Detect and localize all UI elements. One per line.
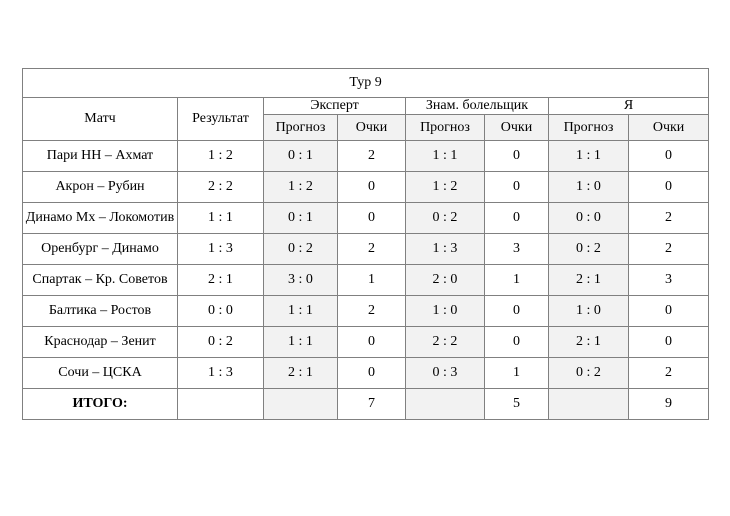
me-forecast: 0 : 2	[549, 234, 629, 265]
totals-result	[178, 389, 264, 420]
expert-points: 0	[338, 172, 406, 203]
match-result: 0 : 2	[178, 327, 264, 358]
fan-forecast: 2 : 2	[406, 327, 485, 358]
table-row	[23, 358, 709, 389]
totals-me-points: 9	[629, 389, 709, 420]
header-me-forecast: Прогноз	[549, 115, 629, 141]
expert-points: 2	[338, 141, 406, 172]
fan-forecast: 1 : 3	[406, 234, 485, 265]
fan-forecast: 0 : 2	[406, 203, 485, 234]
table-title-row	[23, 69, 709, 98]
totals-expert-points: 7	[338, 389, 406, 420]
header-group-expert: Эксперт	[264, 98, 406, 115]
match-result: 1 : 1	[178, 203, 264, 234]
expert-points: 2	[338, 234, 406, 265]
match-name: Акрон – Рубин	[23, 172, 178, 203]
me-forecast: 2 : 1	[549, 265, 629, 296]
match-result: 1 : 3	[178, 234, 264, 265]
totals-expert-forecast	[264, 389, 338, 420]
header-result: Результат	[178, 98, 264, 141]
expert-forecast: 3 : 0	[264, 265, 338, 296]
expert-forecast: 1 : 1	[264, 327, 338, 358]
fan-forecast: 2 : 0	[406, 265, 485, 296]
header-group-me: Я	[549, 98, 709, 115]
header-fan-points: Очки	[485, 115, 549, 141]
header-expert-forecast: Прогноз	[264, 115, 338, 141]
expert-forecast: 1 : 1	[264, 296, 338, 327]
fan-forecast: 0 : 3	[406, 358, 485, 389]
expert-points: 0	[338, 358, 406, 389]
me-points: 0	[629, 296, 709, 327]
me-points: 2	[629, 358, 709, 389]
me-forecast: 1 : 0	[549, 172, 629, 203]
header-expert-points: Очки	[338, 115, 406, 141]
match-result: 0 : 0	[178, 296, 264, 327]
me-forecast: 1 : 0	[549, 296, 629, 327]
expert-points: 0	[338, 327, 406, 358]
fan-points: 0	[485, 327, 549, 358]
totals-fan-forecast	[406, 389, 485, 420]
match-result: 2 : 2	[178, 172, 264, 203]
fan-points: 1	[485, 265, 549, 296]
fan-forecast: 1 : 2	[406, 172, 485, 203]
expert-forecast: 2 : 1	[264, 358, 338, 389]
fan-forecast: 1 : 1	[406, 141, 485, 172]
fan-forecast: 1 : 0	[406, 296, 485, 327]
fan-points: 1	[485, 358, 549, 389]
table-row	[23, 234, 709, 265]
totals-fan-points: 5	[485, 389, 549, 420]
table-row	[23, 172, 709, 203]
me-points: 0	[629, 141, 709, 172]
match-name: Сочи – ЦСКА	[23, 358, 178, 389]
expert-points: 0	[338, 203, 406, 234]
me-forecast: 0 : 2	[549, 358, 629, 389]
totals-me-forecast	[549, 389, 629, 420]
me-points: 2	[629, 234, 709, 265]
match-result: 1 : 3	[178, 358, 264, 389]
table-row	[23, 265, 709, 296]
match-name: Оренбург – Динамо	[23, 234, 178, 265]
match-result: 2 : 1	[178, 265, 264, 296]
match-name: Динамо Мх – Локомотив	[23, 203, 178, 234]
me-points: 0	[629, 172, 709, 203]
header-fan-forecast: Прогноз	[406, 115, 485, 141]
fan-points: 0	[485, 203, 549, 234]
totals-row	[23, 389, 709, 420]
table-title: Тур 9	[23, 69, 709, 98]
expert-forecast: 0 : 1	[264, 141, 338, 172]
match-name: Пари НН – Ахмат	[23, 141, 178, 172]
table-row	[23, 296, 709, 327]
expert-points: 2	[338, 296, 406, 327]
match-name: Спартак – Кр. Советов	[23, 265, 178, 296]
me-points: 0	[629, 327, 709, 358]
fan-points: 3	[485, 234, 549, 265]
me-points: 2	[629, 203, 709, 234]
predictions-sheet	[22, 68, 708, 420]
fan-points: 0	[485, 141, 549, 172]
header-group-fan: Знам. болельщик	[406, 98, 549, 115]
match-name: Балтика – Ростов	[23, 296, 178, 327]
predictions-table	[22, 68, 709, 420]
expert-points: 1	[338, 265, 406, 296]
table-row	[23, 141, 709, 172]
expert-forecast: 0 : 2	[264, 234, 338, 265]
fan-points: 0	[485, 172, 549, 203]
me-forecast: 2 : 1	[549, 327, 629, 358]
match-name: Краснодар – Зенит	[23, 327, 178, 358]
fan-points: 0	[485, 296, 549, 327]
table-row	[23, 327, 709, 358]
table-row	[23, 203, 709, 234]
match-result: 1 : 2	[178, 141, 264, 172]
expert-forecast: 0 : 1	[264, 203, 338, 234]
me-points: 3	[629, 265, 709, 296]
totals-label: ИТОГО:	[23, 389, 178, 420]
header-row-groups	[23, 98, 709, 115]
expert-forecast: 1 : 2	[264, 172, 338, 203]
me-forecast: 0 : 0	[549, 203, 629, 234]
header-match: Матч	[23, 98, 178, 141]
me-forecast: 1 : 1	[549, 141, 629, 172]
header-me-points: Очки	[629, 115, 709, 141]
